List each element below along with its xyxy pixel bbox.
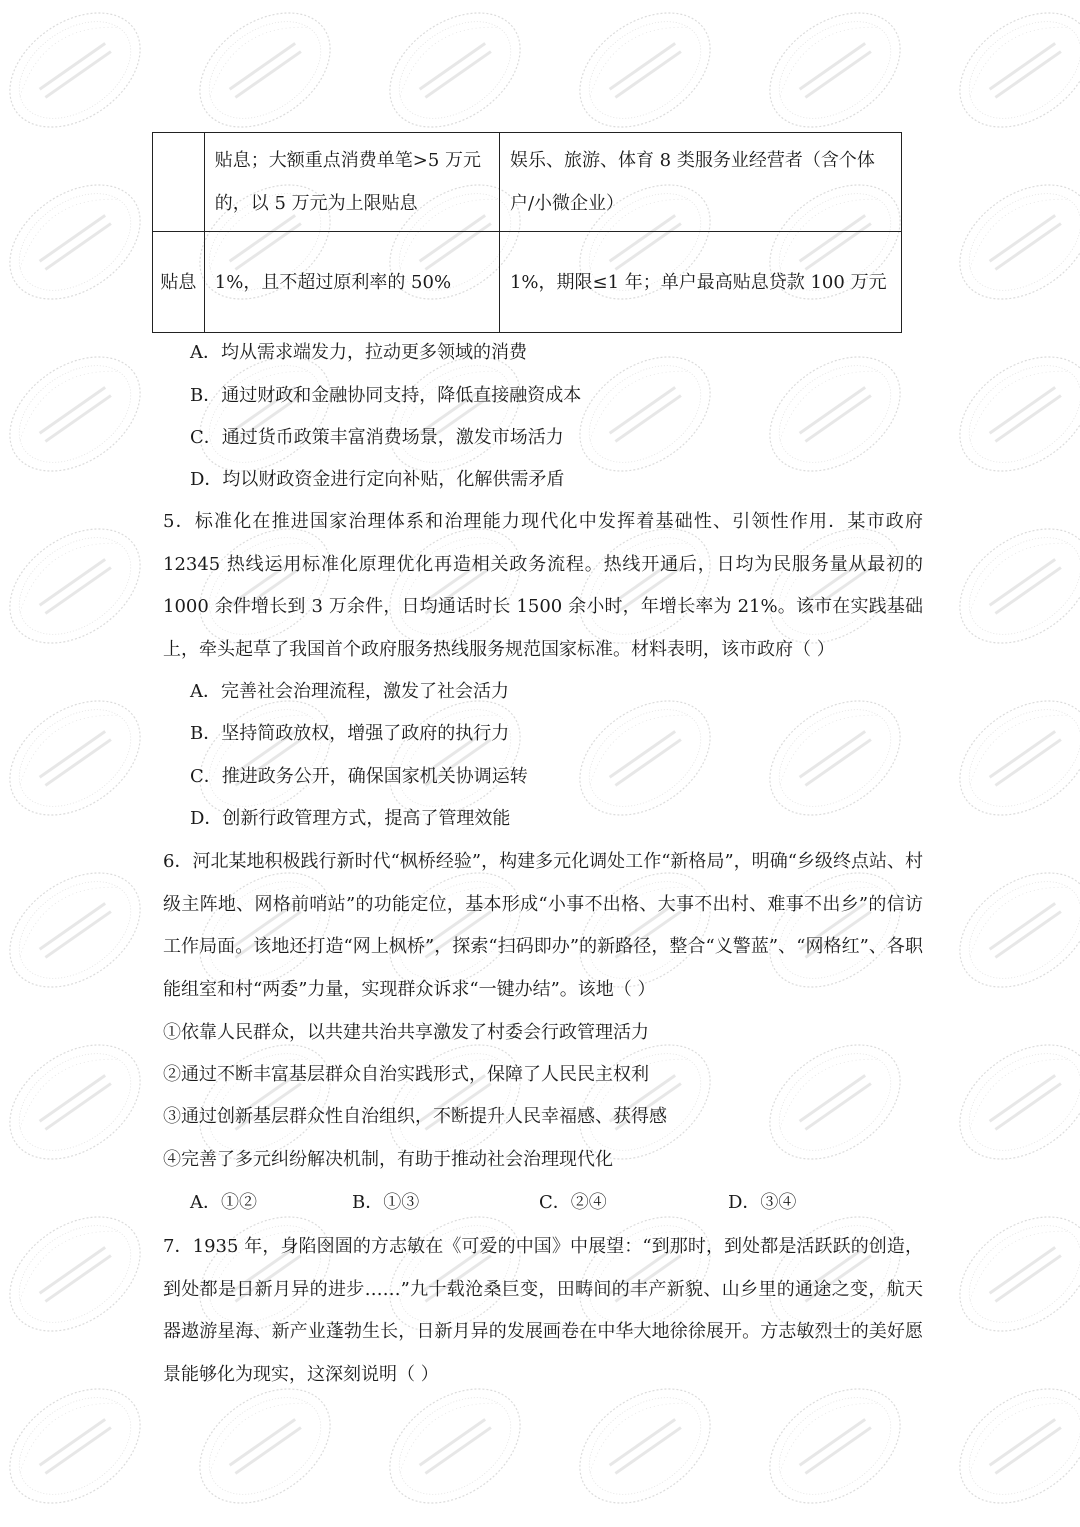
q6-option-c: C．②④ (539, 1192, 607, 1213)
q6-option-d: D．③④ (728, 1192, 797, 1213)
q4-option-b: B．通过财政和金融协同支持，降低直接融资成本 (190, 385, 582, 406)
table-cell: 1%，期限≤1 年；单户最高贴息贷款 100 万元 (499, 232, 901, 333)
q5-option-d: D．创新行政管理方式，提高了管理效能 (190, 808, 511, 829)
table-cell-label: 贴息 (153, 232, 205, 333)
q6-statement-1: ①依靠人民群众，以共建共治共享激发了村委会行政管理活力 (163, 1022, 649, 1043)
q6-option-b: B．①③ (352, 1192, 420, 1213)
policy-table (152, 132, 902, 333)
q5-option-a: A．完善社会治理流程，激发了社会活力 (190, 681, 509, 702)
q6-option-a: A．①② (190, 1192, 257, 1213)
q5-option-c: C．推进政务公开，确保国家机关协调运转 (190, 766, 528, 787)
q4-option-d: D．均以财政资金进行定向补贴，化解供需矛盾 (190, 469, 565, 490)
table-cell: 娱乐、旅游、体育 8 类服务业经营者（含个体户/小微企业） (499, 133, 901, 232)
q6-stem: 6．河北某地积极践行新时代“枫桥经验”，构建多元化调处工作“新格局”，明确“乡级终点站、村级主阵地、网格前哨站”的功能定位，基本形成“小事不出格、大事不出村、难事不出乡”的信访工作局面。该地还打造“网上枫桥”，探索“扫码即办”的新路径，整合“义警蓝”、“网格红”、各职能组室和村“两委”力量，实现群众诉求“一键办结”。该地（ ） (163, 851, 923, 1000)
table-cell: 1%，且不超过原利率的 50% (204, 232, 499, 333)
q6-statement-2: ②通过不断丰富基层群众自治实践形式，保障了人民民主权利 (163, 1064, 649, 1085)
q6-statement-3: ③通过创新基层群众性自治组织，不断提升人民幸福感、获得感 (163, 1106, 667, 1127)
q4-option-a: A．均从需求端发力，拉动更多领域的消费 (190, 342, 527, 363)
q4-option-c: C．通过货币政策丰富消费场景，激发市场活力 (190, 427, 564, 448)
table-row (153, 133, 902, 232)
q6-statement-4: ④完善了多元纠纷解决机制，有助于推动社会治理现代化 (163, 1149, 613, 1170)
q5-stem: 5．标准化在推进国家治理体系和治理能力现代化中发挥着基础性、引领性作用．某市政府 12345 热线运用标准化原理优化再造相关政务流程。热线开通后，日均为民服务量从最初的 1000 余件增长到 3 万余件，日均通话时长 1500 余小时，年增长率为 21%。该市在实践基础上，牵头起草了我国首个政府服务热线服务规范国家标准。材料表明，该市政府（ ） (163, 511, 923, 660)
table-row (153, 232, 902, 333)
q7-stem: 7．1935 年，身陷囹圄的方志敏在《可爱的中国》中展望：“到那时，到处都是活跃跃的创造，到处都是日新月异的进步……”九十载沧桑巨变，田畴间的丰产新貌、山乡里的通途之变，航天器遨游星海、新产业蓬勃生长，日新月异的发展画卷在中华大地徐徐展开。方志敏烈士的美好愿景能够化为现实，这深刻说明（ ） (163, 1236, 923, 1385)
q5-option-b: B．坚持简政放权，增强了政府的执行力 (190, 723, 510, 744)
table-cell-label (153, 133, 205, 232)
table-cell: 贴息；大额重点消费单笔>5 万元的，以 5 万元为上限贴息 (204, 133, 499, 232)
